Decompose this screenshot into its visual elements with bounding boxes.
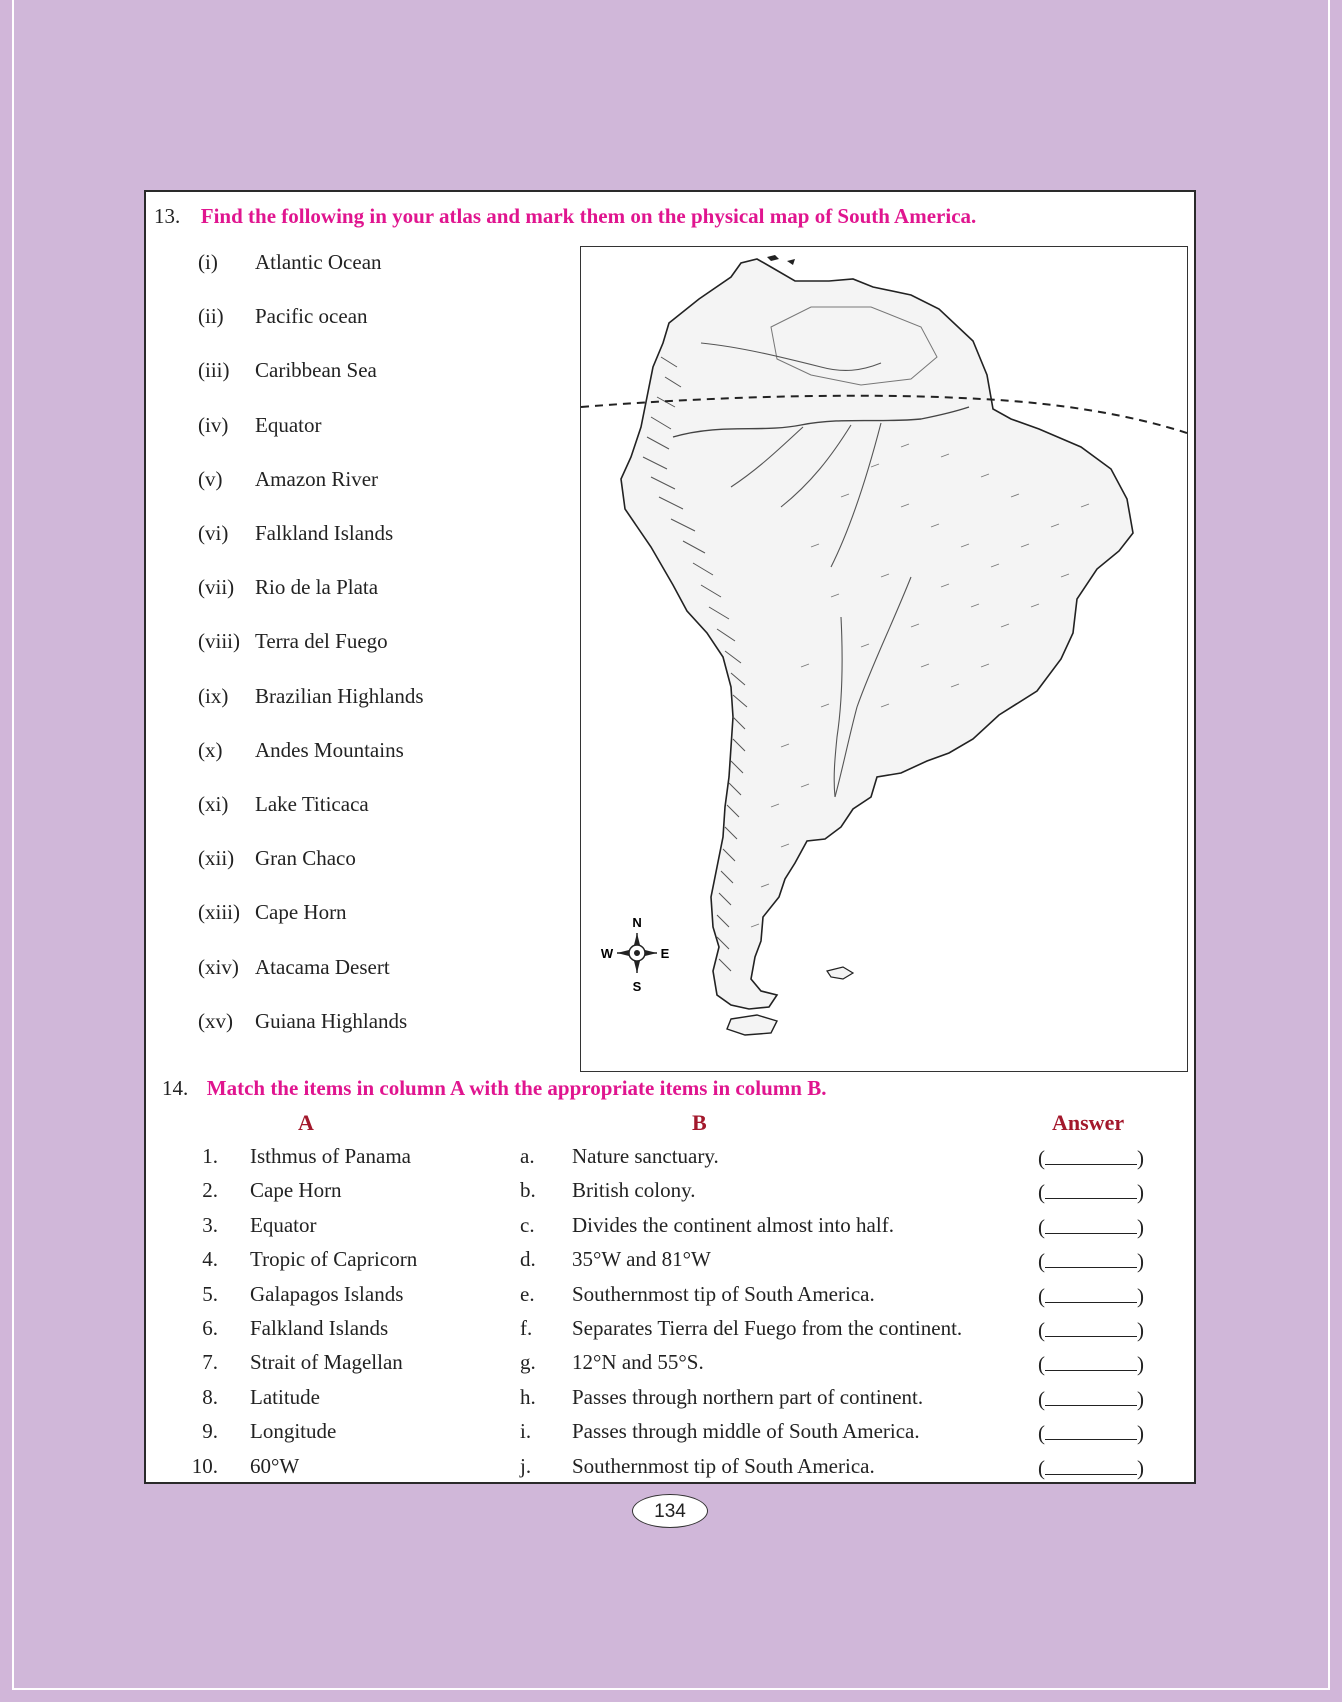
- column-a-item: Latitude: [250, 1384, 320, 1409]
- answer-close-paren: ): [1137, 1249, 1144, 1274]
- matching-row: [146, 1350, 1194, 1384]
- matching-row: [146, 1454, 1194, 1488]
- locate-item: [198, 358, 377, 383]
- answer-close-paren: ): [1137, 1386, 1144, 1411]
- question-14-heading: [162, 1076, 826, 1101]
- answer-field[interactable]: [1038, 1282, 1144, 1309]
- answer-field[interactable]: [1038, 1316, 1144, 1343]
- column-b-letter: j.: [520, 1453, 532, 1478]
- matching-row: [146, 1144, 1194, 1178]
- locate-item-number: (xiii): [198, 900, 240, 925]
- compass-n: N: [632, 915, 642, 930]
- column-a-item: Longitude: [250, 1419, 337, 1444]
- column-b-letter: b.: [520, 1178, 536, 1203]
- question-13-heading: [154, 204, 976, 229]
- answer-field[interactable]: [1038, 1144, 1144, 1171]
- locate-item-label: Pacific ocean: [255, 304, 368, 329]
- compass-w: W: [600, 946, 614, 961]
- locate-item-number: (xiv): [198, 954, 239, 979]
- answer-close-paren: ): [1137, 1283, 1144, 1308]
- locate-item: [198, 846, 356, 871]
- answer-field[interactable]: [1038, 1213, 1144, 1240]
- compass-s: S: [632, 979, 642, 994]
- locate-item-number: (vii): [198, 575, 235, 600]
- column-b-item: 35°W and 81°W: [572, 1247, 711, 1272]
- answer-blank[interactable]: [1045, 1454, 1137, 1475]
- locate-item-label: Brazilian Highlands: [255, 683, 424, 708]
- worksheet-box: [144, 190, 1196, 1484]
- locate-item-number: (i): [198, 250, 218, 274]
- locate-item-label: Andes Mountains: [255, 737, 404, 762]
- locate-item: [198, 250, 382, 275]
- locate-item-label: Gran Chaco: [255, 846, 356, 871]
- column-a-header: A: [298, 1110, 314, 1135]
- column-b-letter: h.: [520, 1384, 536, 1409]
- locate-item-label: Rio de la Plata: [255, 575, 379, 600]
- column-b-item: British colony.: [572, 1178, 696, 1203]
- matching-row: [146, 1282, 1194, 1316]
- locate-item-label: Atlantic Ocean: [255, 250, 382, 274]
- locate-item-number: (viii): [198, 629, 240, 654]
- locate-item-label: Cape Horn: [255, 900, 347, 925]
- column-b-letter: f.: [520, 1316, 533, 1340]
- locate-item-number: (xi): [198, 792, 229, 816]
- answer-close-paren: ): [1137, 1146, 1144, 1170]
- question-14-number: 14.: [162, 1076, 189, 1100]
- answer-open-paren: (: [1038, 1421, 1045, 1446]
- locate-item-number: (iii): [198, 358, 230, 383]
- locate-item: [198, 792, 369, 817]
- column-b-item: Nature sanctuary.: [572, 1144, 719, 1168]
- column-a-item: 60°W: [250, 1453, 300, 1478]
- answer-open-paren: (: [1038, 1455, 1045, 1480]
- matching-row-number: 6.: [202, 1316, 218, 1340]
- matching-row-number: 8.: [202, 1384, 218, 1409]
- locate-item: [198, 521, 393, 546]
- column-a-item: Tropic of Capricorn: [250, 1247, 418, 1272]
- locate-item: [198, 413, 321, 438]
- answer-close-paren: ): [1137, 1214, 1144, 1239]
- answer-blank[interactable]: [1045, 1144, 1137, 1165]
- answer-field[interactable]: [1038, 1419, 1144, 1446]
- locate-item-label: Atacama Desert: [255, 954, 390, 979]
- caribbean-islands-outline: [767, 255, 795, 265]
- answer-close-paren: ): [1137, 1318, 1144, 1342]
- page-number: 134: [632, 1494, 708, 1528]
- locate-item-label: Equator: [255, 412, 322, 437]
- matching-row: [146, 1419, 1194, 1453]
- column-b-item: Southernmost tip of South America.: [572, 1453, 875, 1478]
- column-a-item: Equator: [250, 1212, 317, 1237]
- answer-blank[interactable]: [1045, 1385, 1137, 1406]
- locate-item-number: (xv): [198, 1008, 233, 1033]
- locate-item-number: (ix): [198, 683, 229, 708]
- column-a-item: Cape Horn: [250, 1178, 342, 1203]
- matching-row: [146, 1178, 1194, 1212]
- locate-item-label: Terra del Fuego: [255, 629, 388, 654]
- answer-close-paren: ): [1137, 1180, 1144, 1205]
- answer-blank[interactable]: [1045, 1282, 1137, 1303]
- matching-row: [146, 1213, 1194, 1247]
- matching-row-number: 10.: [191, 1453, 218, 1478]
- matching-row-number: 1.: [202, 1144, 218, 1168]
- compass-e: E: [660, 946, 670, 961]
- answer-blank[interactable]: [1045, 1419, 1137, 1440]
- answer-blank[interactable]: [1045, 1213, 1137, 1234]
- column-b-letter: i.: [520, 1419, 532, 1444]
- locate-item-label: Guiana Highlands: [255, 1008, 408, 1033]
- locate-item-label: Lake Titicaca: [255, 792, 369, 816]
- answer-open-paren: (: [1038, 1352, 1045, 1377]
- question-14-text: Match the items in column A with the appropriate items in column B.: [206, 1076, 827, 1100]
- question-13-text: Find the following in your atlas and mark them on the physical map of South America.: [200, 204, 977, 228]
- locate-item: [198, 575, 378, 600]
- locate-item-number: (iv): [198, 412, 229, 437]
- locate-item-number: (vi): [198, 521, 229, 545]
- locate-item-number: (ii): [198, 304, 224, 329]
- column-a-item: Strait of Magellan: [250, 1350, 403, 1375]
- tierra-del-fuego-outline: [727, 1015, 777, 1035]
- locate-item: [198, 629, 388, 654]
- locate-item: [198, 955, 390, 980]
- column-b-item: Divides the continent almost into half.: [572, 1212, 894, 1237]
- column-b-item: Separates Tierra del Fuego from the continent.: [572, 1316, 963, 1340]
- column-b-letter: e.: [520, 1281, 535, 1306]
- answer-field[interactable]: [1038, 1350, 1144, 1377]
- answer-open-paren: (: [1038, 1283, 1045, 1308]
- answer-close-paren: ): [1137, 1352, 1144, 1377]
- question-13-number: 13.: [154, 204, 181, 228]
- column-a-item: Isthmus of Panama: [250, 1144, 411, 1168]
- answer-field[interactable]: [1038, 1178, 1144, 1205]
- column-b-item: 12°N and 55°S.: [572, 1350, 704, 1375]
- south-america-map: [580, 246, 1188, 1072]
- answer-field[interactable]: [1038, 1385, 1144, 1412]
- south-america-map-svg: [581, 247, 1187, 1071]
- matching-row: [146, 1385, 1194, 1419]
- column-b-item: Passes through northern part of continent.: [572, 1384, 924, 1409]
- locate-item: [198, 304, 368, 329]
- answer-open-paren: (: [1038, 1249, 1045, 1274]
- answer-open-paren: (: [1038, 1386, 1045, 1411]
- locate-item: [198, 684, 424, 709]
- column-b-item: Southernmost tip of South America.: [572, 1281, 875, 1306]
- column-a-item: Galapagos Islands: [250, 1281, 404, 1306]
- locate-item: [198, 900, 347, 925]
- answer-close-paren: ): [1137, 1421, 1144, 1446]
- matching-row-number: 5.: [202, 1281, 218, 1306]
- matching-row-number: 3.: [202, 1212, 218, 1237]
- column-b-header: B: [692, 1110, 707, 1135]
- answer-field[interactable]: [1038, 1454, 1144, 1481]
- matching-row-number: 9.: [202, 1419, 218, 1444]
- column-b-letter: a.: [520, 1144, 535, 1168]
- matching-row-number: 7.: [202, 1350, 218, 1375]
- locate-item-label: Amazon River: [255, 466, 379, 491]
- column-a-item: Falkland Islands: [250, 1316, 389, 1340]
- column-b-letter: d.: [520, 1247, 536, 1272]
- locate-item-number: (v): [198, 466, 223, 491]
- answer-blank[interactable]: [1045, 1350, 1137, 1371]
- matching-row-number: 4.: [202, 1247, 218, 1272]
- locate-item: [198, 467, 378, 492]
- compass-rose: [601, 915, 670, 994]
- answer-blank[interactable]: [1045, 1247, 1137, 1268]
- answer-field[interactable]: [1038, 1247, 1144, 1274]
- column-b-item: Passes through middle of South America.: [572, 1419, 920, 1444]
- matching-row-number: 2.: [202, 1178, 218, 1203]
- answer-blank[interactable]: [1045, 1178, 1137, 1199]
- locate-item-label: Falkland Islands: [255, 521, 394, 545]
- answer-blank[interactable]: [1045, 1316, 1137, 1337]
- matching-row: [146, 1247, 1194, 1281]
- answer-open-paren: (: [1038, 1180, 1045, 1205]
- column-answer-header: Answer: [1052, 1110, 1125, 1135]
- column-b-letter: c.: [520, 1212, 535, 1237]
- answer-open-paren: (: [1038, 1146, 1045, 1170]
- locate-item-label: Caribbean Sea: [255, 358, 377, 383]
- locate-item-number: (x): [198, 737, 223, 762]
- locate-item-number: (xii): [198, 846, 235, 871]
- matching-row: [146, 1316, 1194, 1350]
- falkland-islands-outline: [827, 967, 853, 979]
- answer-open-paren: (: [1038, 1318, 1045, 1342]
- column-b-letter: g.: [520, 1350, 536, 1375]
- answer-close-paren: ): [1137, 1455, 1144, 1480]
- answer-open-paren: (: [1038, 1214, 1045, 1239]
- locate-item: [198, 1009, 407, 1034]
- locate-item: [198, 738, 404, 763]
- continent-outline: [621, 259, 1133, 1009]
